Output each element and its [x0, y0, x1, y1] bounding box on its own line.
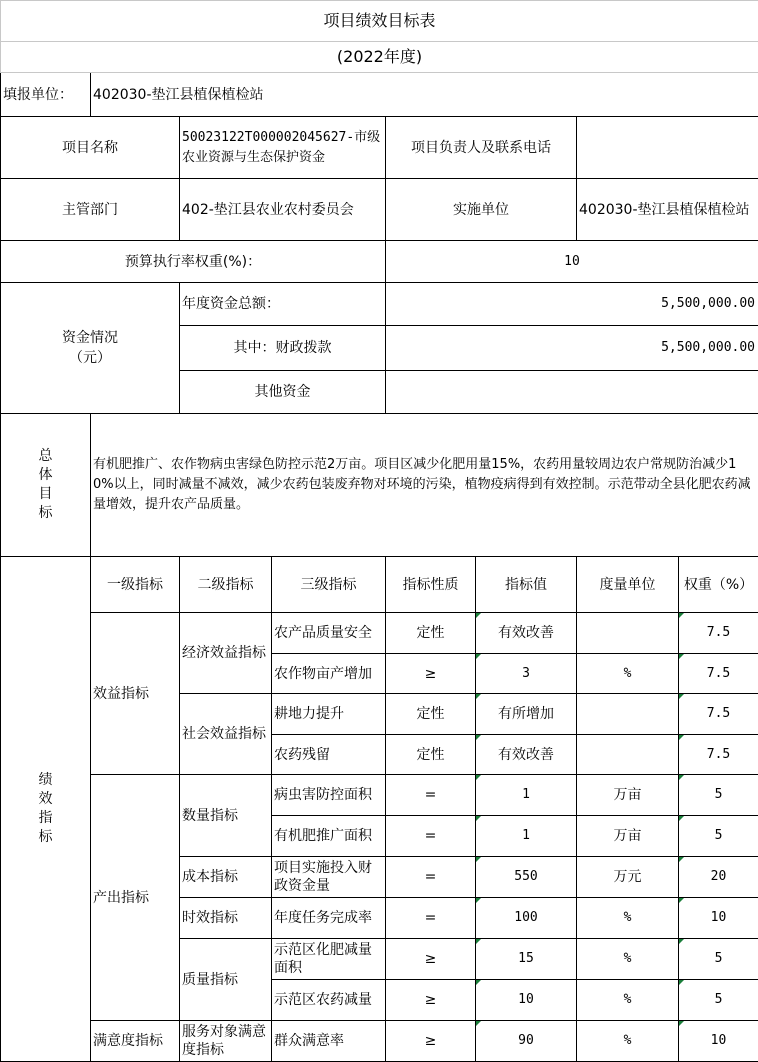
unit-cell: % — [577, 939, 679, 980]
nature-cell: 定性 — [386, 735, 476, 775]
unit-cell — [577, 735, 679, 775]
level2-quality: 质量指标 — [180, 939, 272, 1021]
value-cell: 90 — [476, 1021, 577, 1062]
nature-cell: ≥ — [386, 1021, 476, 1062]
funds-label — [1, 283, 180, 414]
funds-other-value — [386, 371, 758, 414]
weight-cell: 7.5 — [679, 654, 758, 694]
weight-cell: 10 — [679, 898, 758, 939]
level2-cost: 成本指标 — [180, 857, 272, 898]
unit-cell: 万元 — [577, 857, 679, 898]
level2-quantity: 数量指标 — [180, 775, 272, 857]
level3-cell: 耕地力提升 — [272, 694, 386, 735]
unit-cell: % — [577, 1021, 679, 1062]
level3-cell: 农作物亩产增加 — [272, 654, 386, 694]
weight-cell: 10 — [679, 1021, 758, 1062]
level1-benefit: 效益指标 — [91, 613, 180, 775]
value-cell: 3 — [476, 654, 577, 694]
perf-label-char: 绩 — [3, 771, 88, 790]
level3-cell: 群众满意率 — [272, 1021, 386, 1062]
dept-value: 402-垫江县农业农村委员会 — [180, 179, 386, 241]
weight-cell: 20 — [679, 857, 758, 898]
weight-cell: 5 — [679, 775, 758, 816]
goal-label-char: 目 — [3, 485, 88, 504]
perf-label-char: 效 — [3, 790, 88, 809]
level2-timeliness: 时效指标 — [180, 898, 272, 939]
nature-cell: = — [386, 816, 476, 857]
nature-cell: ≥ — [386, 939, 476, 980]
goal-label-char: 总 — [3, 447, 88, 466]
impl-value: 402030-垫江县植保植检站 — [577, 179, 758, 241]
level3-cell: 农产品质量安全 — [272, 613, 386, 654]
contact-label: 项目负责人及联系电话 — [386, 117, 577, 179]
value-cell: 有效改善 — [476, 613, 577, 654]
goal-label-char: 标 — [3, 504, 88, 523]
weight-cell: 7.5 — [679, 694, 758, 735]
unit-value: 402030-垫江县植保植检站 — [91, 73, 758, 117]
header-unit: 度量单位 — [577, 557, 679, 613]
header-value: 指标值 — [476, 557, 577, 613]
impl-label: 实施单位 — [386, 179, 577, 241]
table-row — [1, 613, 758, 654]
perf-label — [1, 557, 91, 1062]
value-cell: 有效改善 — [476, 735, 577, 775]
funds-fiscal-value: 5,500,000.00 — [386, 326, 758, 371]
level3-cell: 示范区农药减量 — [272, 980, 386, 1021]
value-cell: 有所增加 — [476, 694, 577, 735]
funds-total-value: 5,500,000.00 — [386, 283, 758, 326]
value-cell: 15 — [476, 939, 577, 980]
header-level2: 二级指标 — [180, 557, 272, 613]
value-cell: 1 — [476, 775, 577, 816]
weight-cell: 5 — [679, 816, 758, 857]
weight-cell: 5 — [679, 980, 758, 1021]
value-cell: 10 — [476, 980, 577, 1021]
level3-cell: 示范区化肥减量面积 — [272, 939, 386, 980]
level3-cell: 有机肥推广面积 — [272, 816, 386, 857]
weight-cell: 7.5 — [679, 735, 758, 775]
unit-cell — [577, 613, 679, 654]
perf-label-char: 标 — [3, 828, 88, 847]
level3-cell: 项目实施投入财政资金量 — [272, 857, 386, 898]
level2-social: 社会效益指标 — [180, 694, 272, 775]
funds-other-label: 其他资金 — [180, 371, 386, 414]
header-weight: 权重（%） — [679, 557, 758, 613]
nature-cell: 定性 — [386, 694, 476, 735]
level3-cell: 农药残留 — [272, 735, 386, 775]
funds-label-line1: 资金情况 — [3, 328, 177, 348]
table-title: 项目绩效目标表 — [1, 1, 758, 42]
unit-cell — [577, 694, 679, 735]
level3-cell: 年度任务完成率 — [272, 898, 386, 939]
funds-fiscal-label: 其中：财政拨款 — [180, 326, 386, 371]
nature-cell: = — [386, 857, 476, 898]
goal-label — [1, 414, 91, 557]
table-row — [1, 1021, 758, 1062]
budget-weight-value: 10 — [386, 241, 758, 283]
nature-cell: = — [386, 775, 476, 816]
header-nature: 指标性质 — [386, 557, 476, 613]
unit-cell: 万亩 — [577, 816, 679, 857]
table-year: (2022年度) — [1, 42, 758, 73]
header-level1: 一级指标 — [91, 557, 180, 613]
value-cell: 550 — [476, 857, 577, 898]
goal-text: 有机肥推广、农作物病虫害绿色防控示范2万亩。项目区减少化肥用量15%，农药用量较周边农户常规防治减少10%以上，同时减量不减效，减少农药包装废弃物对环境的污染，植物疫病得到有效控制。示范带动全县化肥农药减量增效，提升农产品质量。 — [91, 414, 758, 557]
weight-cell: 7.5 — [679, 613, 758, 654]
perf-label-char: 指 — [3, 809, 88, 828]
unit-cell: % — [577, 980, 679, 1021]
unit-cell: % — [577, 898, 679, 939]
unit-cell: % — [577, 654, 679, 694]
project-name-label: 项目名称 — [1, 117, 180, 179]
value-cell: 100 — [476, 898, 577, 939]
level1-satisfaction: 满意度指标 — [91, 1021, 180, 1062]
weight-cell: 5 — [679, 939, 758, 980]
nature-cell: 定性 — [386, 613, 476, 654]
dept-label: 主管部门 — [1, 179, 180, 241]
level2-economic: 经济效益指标 — [180, 613, 272, 694]
table-row — [1, 775, 758, 816]
value-cell: 1 — [476, 816, 577, 857]
funds-label-line2: （元） — [3, 348, 177, 368]
nature-cell: ≥ — [386, 654, 476, 694]
header-level3: 三级指标 — [272, 557, 386, 613]
goal-label-char: 体 — [3, 466, 88, 485]
contact-value — [577, 117, 758, 179]
nature-cell: = — [386, 898, 476, 939]
unit-label: 填报单位： — [1, 73, 91, 117]
level1-output: 产出指标 — [91, 775, 180, 1021]
funds-total-label: 年度资金总额： — [180, 283, 386, 326]
level3-cell: 病虫害防控面积 — [272, 775, 386, 816]
budget-weight-label: 预算执行率权重(%)： — [1, 241, 386, 283]
level2-service-satisfaction: 服务对象满意度指标 — [180, 1021, 272, 1062]
nature-cell: ≥ — [386, 980, 476, 1021]
project-name-value: 50023122T000002045627-市级农业资源与生态保护资金 — [180, 117, 386, 179]
unit-cell: 万亩 — [577, 775, 679, 816]
